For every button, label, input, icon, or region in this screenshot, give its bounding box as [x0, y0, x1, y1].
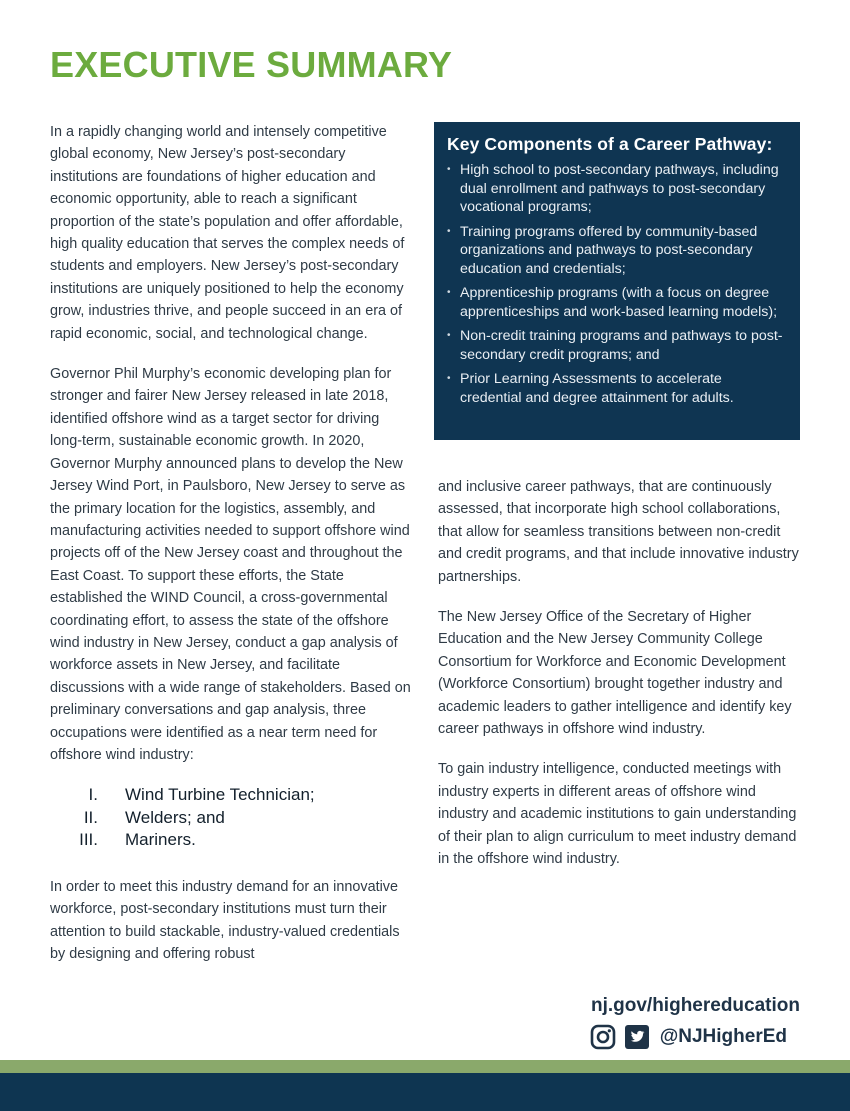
left-column	[50, 121, 412, 984]
twitter-icon[interactable]	[624, 1024, 650, 1050]
industry-intelligence-paragraph: To gain industry intelligence, conducted meetings with industry experts in different areas of offshore wind industry and academic institutions to gain understanding of their plan to align curriculum to meet industry demand in the offshore wind industry.	[438, 761, 797, 868]
key-component-item: • High school to post-secondary pathways, including dual enrollment and pathways to post-secondary vocational programs;	[447, 161, 786, 217]
footer-band-navy	[0, 1073, 850, 1111]
footer-band-green	[0, 1060, 850, 1073]
key-components-box	[434, 122, 800, 440]
key-components-list	[447, 161, 786, 407]
page-title: EXECUTIVE SUMMARY	[50, 44, 453, 85]
website-link[interactable]: nj.gov/highereducation	[590, 995, 800, 1016]
occupation-numeral: III.	[79, 830, 98, 850]
office-paragraph: The New Jersey Office of the Secretary of Higher Education and the New Jersey Community College Consortium for Workforce and Economic Development (Workforce Consortium) brought together industry and academic leaders to gather intelligence and identify key career pathways in offshore wind industry.	[438, 609, 792, 738]
occupation-item	[50, 807, 412, 830]
occupation-label: Welders; and	[125, 807, 225, 827]
occupation-label: Wind Turbine Technician;	[125, 785, 315, 805]
career-pathways-paragraph: and inclusive career pathways, that are continuously assessed, that incorporate high school collaborations, that allow for seamless transitions between non-credit and credit programs, and that include innovative industry partnerships.	[438, 479, 799, 585]
key-component-item: • Apprenticeship programs (with a focus on degree apprenticeships and work-based learning models);	[447, 284, 786, 321]
industry-demand-paragraph: In order to meet this industry demand for an innovative workforce, post-secondary institutions must turn their attention to build stackable, industry-valued credentials by designing and offering robust	[50, 878, 400, 963]
occupation-label: Mariners.	[125, 830, 196, 850]
right-column	[438, 476, 802, 889]
key-component-item: • Training programs offered by community-based organizations and pathways to post-secondary education and credentials;	[447, 223, 786, 279]
occupation-item	[50, 829, 412, 852]
occupation-numeral: II.	[83, 807, 98, 827]
occupations-list	[50, 784, 412, 852]
key-component-item: • Prior Learning Assessments to accelerate credential and degree attainment for adults.	[447, 370, 786, 407]
intro-paragraph: In a rapidly changing world and intensely competitive global economy, New Jersey’s post-secondary institutions are foundations of higher education and economic opportunity, able to reach a significant proportion of the state’s population and offer affordable, high quality education that serves the complex needs of students and employers. New Jersey’s post-secondary institutions are uniquely positioned to help the economy grow, industries thrive, and people succeed in an era of rapid economic, social, and technological change.	[50, 124, 405, 342]
key-components-heading: Key Components of a Career Pathway:	[447, 134, 773, 154]
social-links	[582, 1024, 787, 1050]
instagram-icon[interactable]	[590, 1024, 616, 1050]
occupation-numeral: I.	[88, 785, 98, 805]
key-component-item: • Non-credit training programs and pathways to post-secondary credit programs; and	[447, 327, 786, 364]
governor-plan-paragraph: Governor Phil Murphy’s economic developing plan for stronger and fairer New Jersey released in late 2018, identified offshore wind as a target sector for driving long-term, sustainable economic growth. In 2020, Governor Murphy announced plans to develop the New Jersey Wind Port, in Paulsboro, New Jersey to serve as the primary location for the logistics, assembly, and manufacturing activities needed to support offshore wind projects off of the New Jersey coast and throughout the East Coast. To support these efforts, the State established the WIND Council, a cross-governmental coordinating effort, to assess the state of the offshore wind industry in New Jersey, conduct a gap analysis of workforce assets in New Jersey, and facilitate discussions with a wide range of stakeholders. Based on preliminary conversations and gap analysis, three occupations were identified as a near term need for offshore wind industry:	[50, 366, 411, 763]
social-handle[interactable]: @NJHigherEd	[659, 1026, 787, 1047]
occupation-item	[50, 784, 412, 807]
